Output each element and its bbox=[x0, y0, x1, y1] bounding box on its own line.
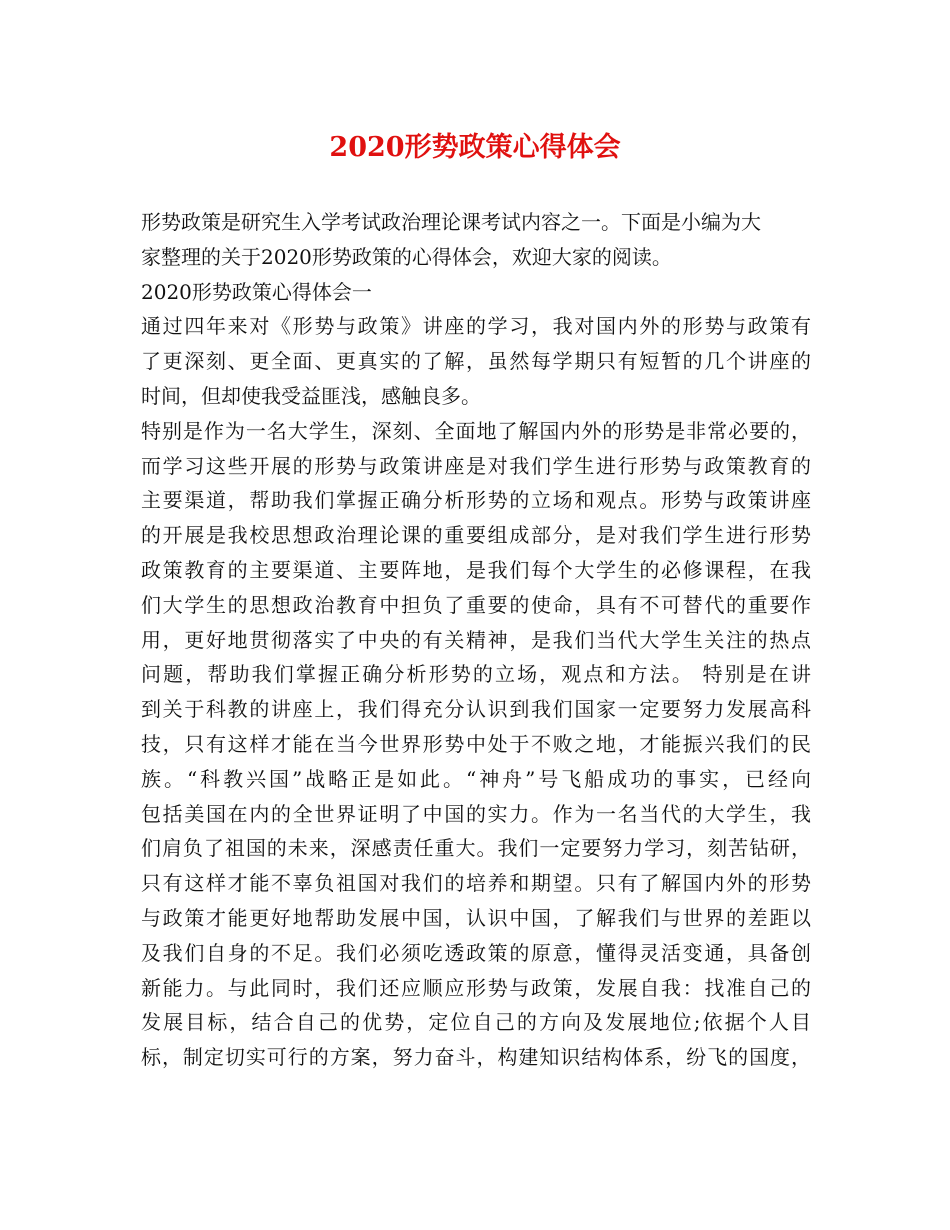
text-line: 了更深刻、更全面、更真实的了解，虽然每学期只有短暂的几个讲座的 bbox=[141, 349, 811, 374]
text-line: 只有这样才能不辜负祖国对我们的培养和期望。只有了解国内外的形势 bbox=[141, 871, 811, 896]
text-line: 问题，帮助我们掌握正确分析形势的立场，观点和方法。 特别是在讲 bbox=[141, 662, 811, 687]
text-line: 发展目标，结合自己的优势，定位自己的方向及发展地位;依据个人目 bbox=[141, 1010, 811, 1035]
text-line: 及我们自身的不足。我们必须吃透政策的原意，懂得灵活变通，具备创 bbox=[141, 940, 811, 965]
text-line: 技，只有这样才能在当今世界形势中处于不败之地，才能振兴我们的民 bbox=[141, 731, 811, 756]
text-line: 们大学生的思想政治教育中担负了重要的使命，具有不可替代的重要作 bbox=[141, 592, 811, 617]
document-body bbox=[141, 205, 811, 1075]
text-line: 新能力。与此同时，我们还应顺应形势与政策，发展自我：找准自己的 bbox=[141, 975, 811, 1000]
text-line: 到关于科教的讲座上，我们得充分认识到我们国家一定要努力发展高科 bbox=[141, 697, 811, 722]
document-title: 2020形势政策心得体会 bbox=[329, 132, 621, 163]
text-line: 标，制定切实可行的方案，努力奋斗，构建知识结构体系，纷飞的国度， bbox=[141, 1045, 811, 1070]
text-line: 族。“科教兴国”战略正是如此。“神舟”号飞船成功的事实，已经向 bbox=[141, 766, 811, 791]
text-line: 通过四年来对《形势与政策》讲座的学习，我对国内外的形势与政策有 bbox=[141, 314, 811, 339]
text-line: 家整理的关于2020形势政策的心得体会，欢迎大家的阅读。 bbox=[141, 244, 672, 269]
text-line: 政策教育的主要渠道、主要阵地，是我们每个大学生的必修课程，在我 bbox=[141, 557, 811, 582]
text-line: 与政策才能更好地帮助发展中国，认识中国，了解我们与世界的差距以 bbox=[141, 905, 811, 930]
text-line: 的开展是我校思想政治理论课的重要组成部分，是对我们学生进行形势 bbox=[141, 523, 811, 548]
text-line: 主要渠道，帮助我们掌握正确分析形势的立场和观点。形势与政策讲座 bbox=[141, 488, 811, 513]
text-line: 而学习这些开展的形势与政策讲座是对我们学生进行形势与政策教育的 bbox=[141, 453, 811, 478]
text-line: 们肩负了祖国的未来，深感责任重大。我们一定要努力学习，刻苦钻研， bbox=[141, 836, 811, 861]
text-line: 形势政策是研究生入学考试政治理论课考试内容之一。下面是小编为大 bbox=[141, 210, 761, 234]
section-heading: 2020形势政策心得体会一 bbox=[141, 279, 372, 304]
text-line: 用，更好地贯彻落实了中央的有关精神，是我们当代大学生关注的热点 bbox=[141, 627, 811, 652]
text-line: 特别是作为一名大学生，深刻、全面地了解国内外的形势是非常必要的， bbox=[141, 418, 811, 443]
text-line: 包括美国在内的全世界证明了中国的实力。作为一名当代的大学生，我 bbox=[141, 801, 811, 826]
text-line: 时间，但却使我受益匪浅，感触良多。 bbox=[141, 383, 481, 408]
